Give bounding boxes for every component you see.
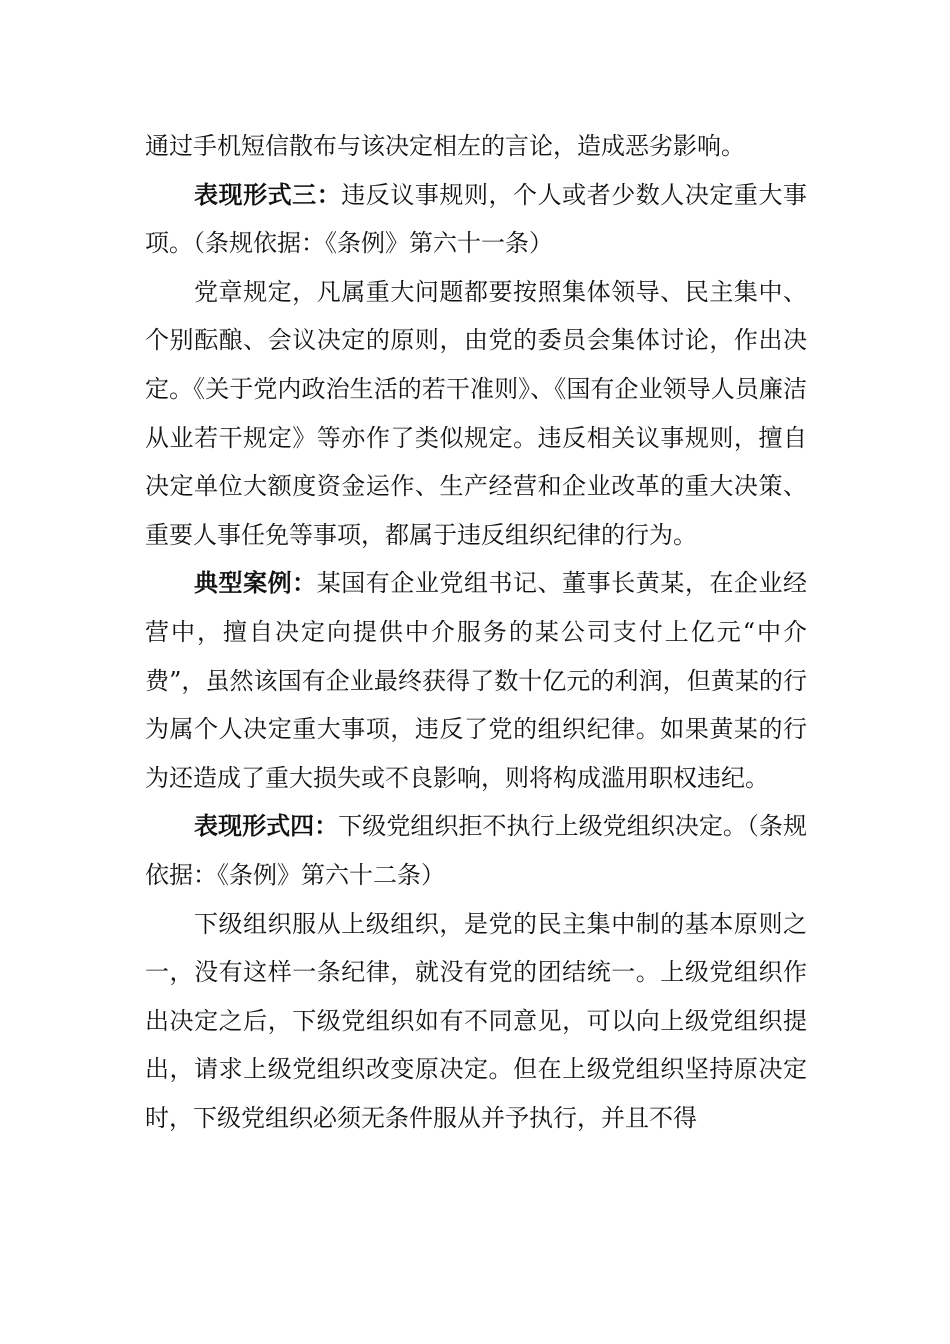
- paragraph-form-four: [145, 802, 807, 899]
- paragraph-typical-case: [145, 559, 807, 802]
- document-body: [145, 122, 807, 1142]
- paragraph-text: 通过手机短信散布与该决定相左的言论，造成恶劣影响。: [145, 132, 745, 160]
- paragraph-heading: 表现形式四：: [194, 811, 339, 841]
- paragraph-continued: [145, 122, 807, 171]
- paragraph-heading: 表现形式三：: [194, 179, 342, 209]
- paragraph-text: 党章规定，凡属重大问题都要按照集体领导、民主集中、个别酝酿、会议决定的原则，由党的委员会集体讨论，作出决定。《关于党内政治生活的若干准则》、《国有企业领导人员廉洁从业若干规定》等亦作了类似规定。违反相关议事规则，擅自决定单位大额度资金运作、生产经营和企业改革的重大决策、重要人事任免等事项，都属于违反组织纪律的行为。: [145, 277, 807, 549]
- paragraph-text: 违反议事规则，个人或者少数人决定重大事项。（条规依据：《条例》第六十一条）: [145, 180, 807, 258]
- paragraph-lower-obey-upper: [145, 900, 807, 1143]
- paragraph-text: 下级组织服从上级组织，是党的民主集中制的基本原则之一，没有这样一条纪律，就没有党的团结统一。上级党组织作出决定之后，下级党组织如有不同意见，可以向上级党组织提出，请求上级党组织改变原决定。但在上级党组织坚持原决定时，下级党组织必须无条件服从并予执行，并且不得: [145, 909, 807, 1132]
- paragraph-form-three: [145, 171, 807, 268]
- paragraph-heading: 典型案例：: [194, 568, 317, 598]
- paragraph-party-constitution: [145, 268, 807, 560]
- paragraph-text: 下级党组织拒不执行上级党组织决定。（条规依据：《条例》第六十二条）: [145, 812, 808, 889]
- paragraph-text: 某国有企业党组书记、董事长黄某，在企业经营中，擅自决定向提供中介服务的某公司支付上亿元“中介费”，虽然该国有企业最终获得了数十亿元的利润，但黄某的行为属个人决定重大事项，违反了党的组织纪律。如果黄某的行为还造成了重大损失或不良影响，则将构成滥用职权违纪。: [145, 569, 808, 792]
